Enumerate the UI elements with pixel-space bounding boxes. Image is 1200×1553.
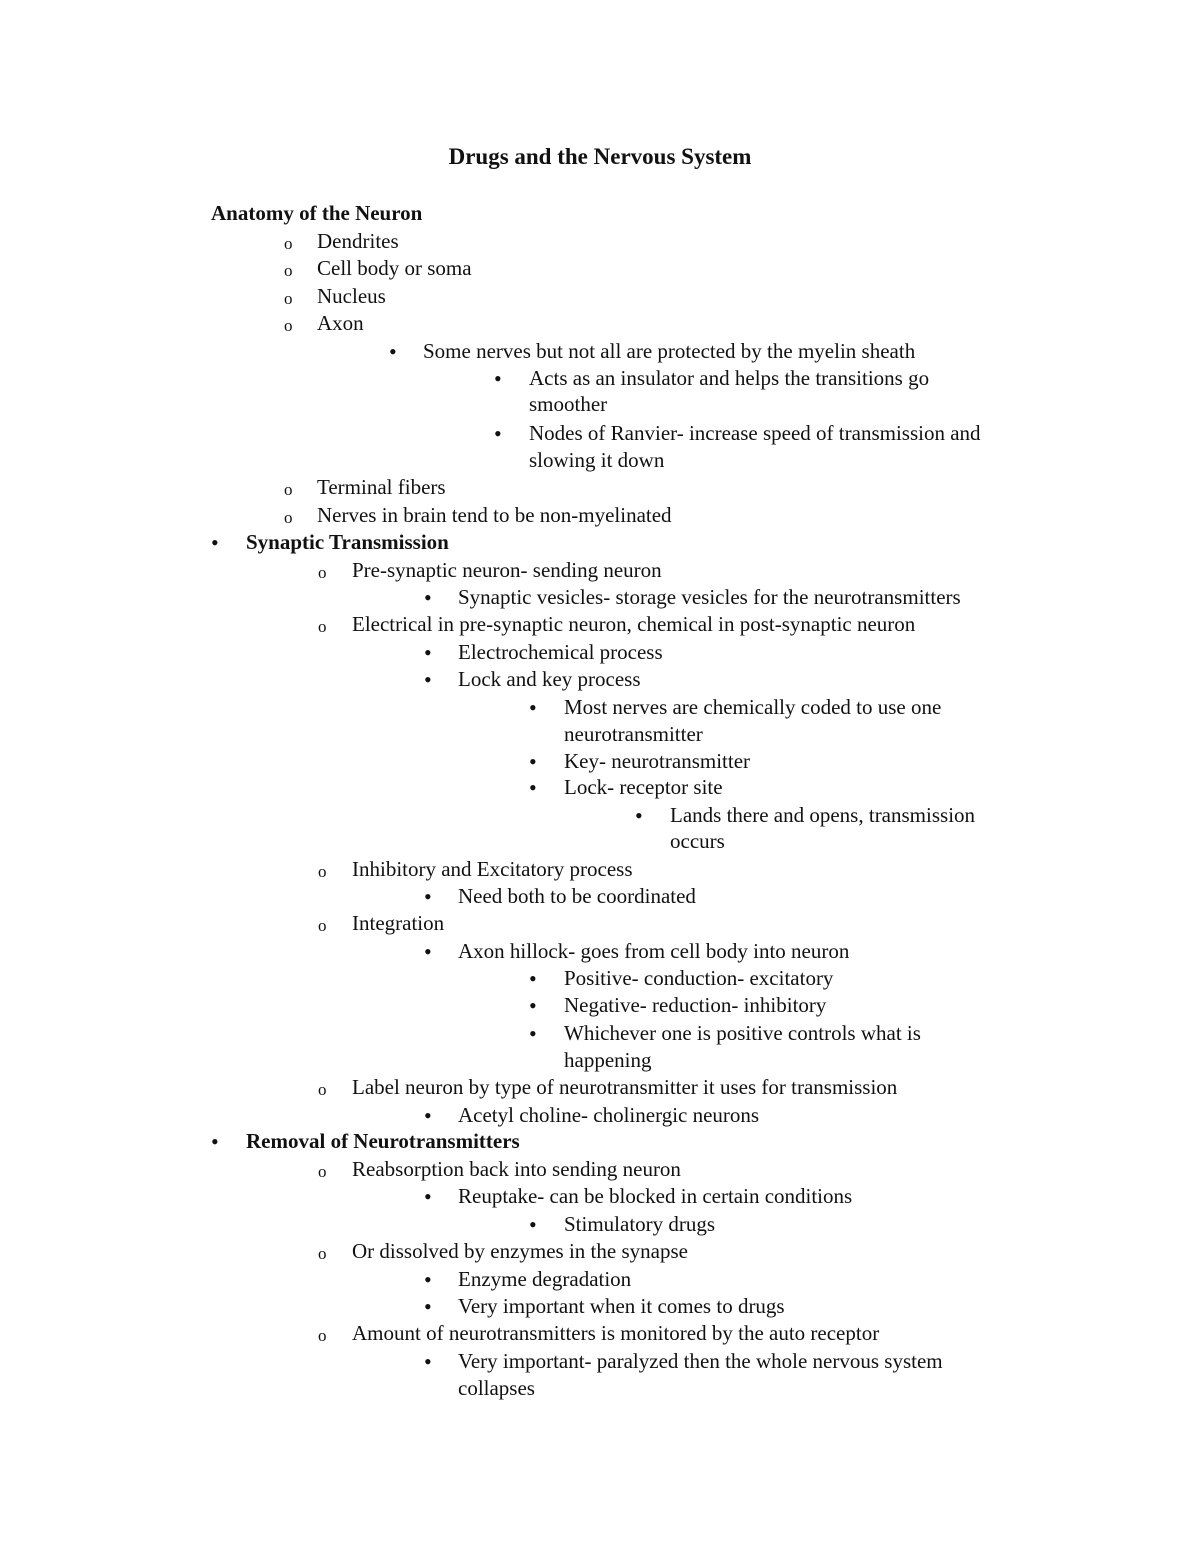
list-marker-circle: o xyxy=(318,563,327,582)
list-item: Acetyl choline- cholinergic neurons xyxy=(458,1103,760,1127)
list-item: Acts as an insulator and helps the transitions go xyxy=(529,366,930,390)
list-marker-circle: o xyxy=(284,316,293,335)
list-item-continuation: collapses xyxy=(458,1376,535,1400)
list-marker-bullet: • xyxy=(424,1294,432,1319)
list-item: Terminal fibers xyxy=(317,475,446,499)
list-marker-circle: o xyxy=(284,508,293,527)
list-marker-circle: o xyxy=(318,1080,327,1099)
list-marker-bullet: • xyxy=(424,1349,432,1374)
list-marker-circle: o xyxy=(318,617,327,636)
list-marker-bullet: • xyxy=(211,1129,219,1154)
list-marker-circle: o xyxy=(318,1326,327,1345)
list-item: Dendrites xyxy=(317,229,399,253)
list-item: Lock and key process xyxy=(458,667,641,691)
list-item-continuation: slowing it down xyxy=(529,448,665,472)
list-marker-bullet: • xyxy=(494,421,502,446)
list-item: Reuptake- can be blocked in certain conditions xyxy=(458,1184,853,1208)
list-item: Some nerves but not all are protected by the myelin sheath xyxy=(423,339,916,363)
list-item: Nodes of Ranvier- increase speed of transmission and xyxy=(529,421,981,445)
list-marker-bullet: • xyxy=(529,695,537,720)
list-marker-bullet: • xyxy=(424,585,432,610)
list-item: Key- neurotransmitter xyxy=(564,749,751,773)
section-heading-synaptic: Synaptic Transmission xyxy=(246,530,449,554)
list-item: Synaptic vesicles- storage vesicles for the neurotransmitters xyxy=(458,585,961,609)
list-item: Axon hillock- goes from cell body into neuron xyxy=(458,939,850,963)
list-marker-bullet: • xyxy=(529,993,537,1018)
list-item: Cell body or soma xyxy=(317,256,472,280)
list-marker-bullet: • xyxy=(424,1184,432,1209)
list-marker-circle: o xyxy=(284,480,293,499)
list-marker-circle: o xyxy=(284,289,293,308)
section-heading-removal: Removal of Neurotransmitters xyxy=(246,1129,520,1153)
section-heading-anatomy: Anatomy of the Neuron xyxy=(211,201,423,225)
list-item: Reabsorption back into sending neuron xyxy=(352,1157,681,1181)
list-item: Or dissolved by enzymes in the synapse xyxy=(352,1239,688,1263)
list-marker-bullet: • xyxy=(494,366,502,391)
list-marker-bullet: • xyxy=(424,1267,432,1292)
list-item: Label neuron by type of neurotransmitter it uses for transmission xyxy=(352,1075,898,1099)
list-item: Negative- reduction- inhibitory xyxy=(564,993,827,1017)
list-item-continuation: happening xyxy=(564,1048,652,1072)
list-marker-circle: o xyxy=(318,1162,327,1181)
list-item: Stimulatory drugs xyxy=(564,1212,716,1236)
list-item: Very important- paralyzed then the whole nervous system xyxy=(458,1349,943,1373)
list-marker-bullet: • xyxy=(635,803,643,828)
list-item: Lands there and opens, transmission xyxy=(670,803,976,827)
list-item: Electrical in pre-synaptic neuron, chemical in post-synaptic neuron xyxy=(352,612,916,636)
list-item: Axon xyxy=(317,311,364,335)
list-marker-circle: o xyxy=(284,261,293,280)
list-item: Amount of neurotransmitters is monitored by the auto receptor xyxy=(352,1321,880,1345)
list-item: Nerves in brain tend to be non-myelinated xyxy=(317,503,672,527)
page-title: Drugs and the Nervous System xyxy=(448,144,752,169)
list-item: Whichever one is positive controls what is xyxy=(564,1021,921,1045)
list-marker-bullet: • xyxy=(389,339,397,364)
list-item: Enzyme degradation xyxy=(458,1267,632,1291)
list-item: Most nerves are chemically coded to use one xyxy=(564,695,942,719)
list-item: Inhibitory and Excitatory process xyxy=(352,857,633,881)
list-marker-circle: o xyxy=(318,862,327,881)
list-marker-bullet: • xyxy=(529,749,537,774)
list-item-continuation: occurs xyxy=(670,829,725,853)
list-marker-circle: o xyxy=(284,234,293,253)
list-marker-bullet: • xyxy=(529,1021,537,1046)
list-marker-bullet: • xyxy=(529,966,537,991)
list-item: Very important when it comes to drugs xyxy=(458,1294,785,1318)
list-marker-circle: o xyxy=(318,1244,327,1263)
list-item-continuation: neurotransmitter xyxy=(564,722,703,746)
list-marker-bullet: • xyxy=(424,667,432,692)
list-marker-bullet: • xyxy=(424,939,432,964)
list-marker-bullet: • xyxy=(424,640,432,665)
list-item-continuation: smoother xyxy=(529,392,608,416)
list-marker-bullet: • xyxy=(211,530,219,555)
list-item: Nucleus xyxy=(317,284,386,308)
list-item: Lock- receptor site xyxy=(564,775,723,799)
list-marker-bullet: • xyxy=(424,884,432,909)
list-item: Positive- conduction- excitatory xyxy=(564,966,834,990)
list-item: Pre-synaptic neuron- sending neuron xyxy=(352,558,662,582)
list-marker-bullet: • xyxy=(424,1103,432,1128)
list-marker-bullet: • xyxy=(529,775,537,800)
list-item: Integration xyxy=(352,911,445,935)
list-marker-circle: o xyxy=(318,916,327,935)
list-item: Electrochemical process xyxy=(458,640,663,664)
list-item: Need both to be coordinated xyxy=(458,884,696,908)
list-marker-bullet: • xyxy=(529,1212,537,1237)
